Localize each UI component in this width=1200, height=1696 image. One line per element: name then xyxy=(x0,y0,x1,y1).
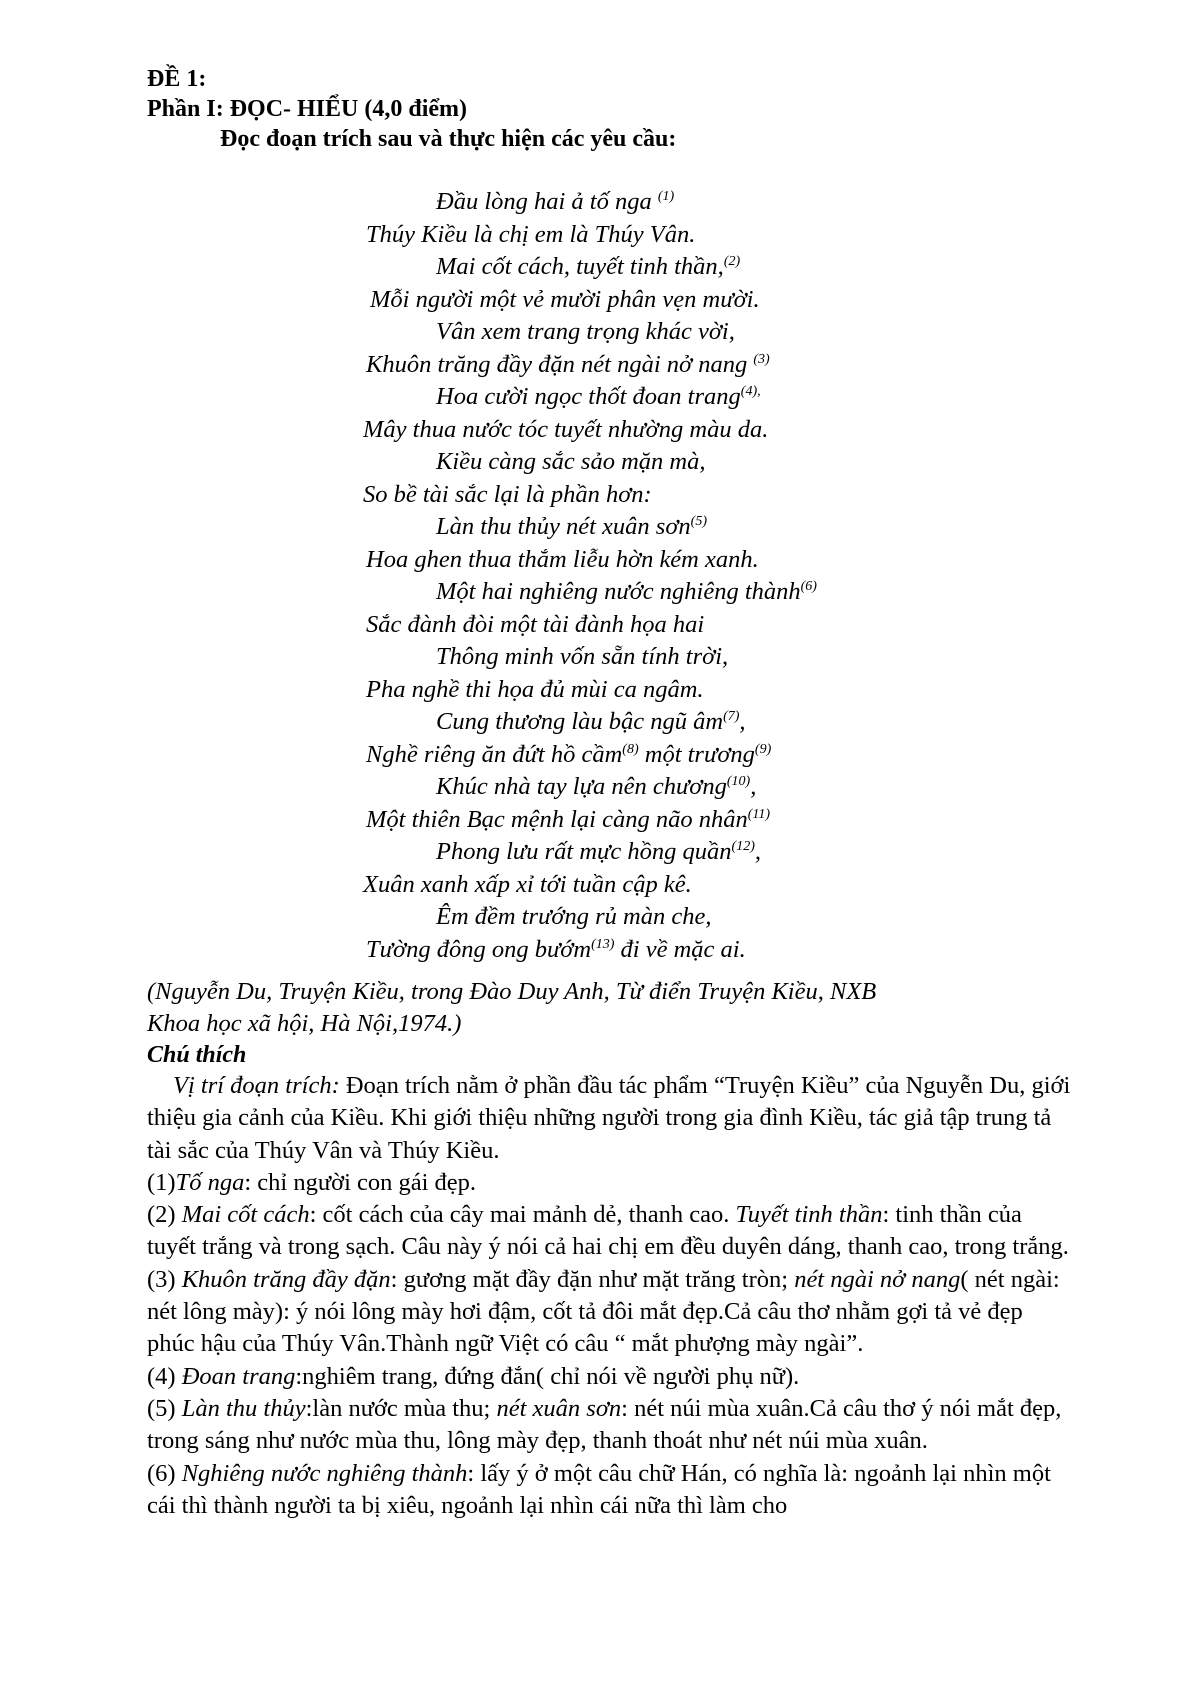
poem-line: Hoa cười ngọc thốt đoan trang$^{(4),}$ xyxy=(436,383,761,410)
poem-line: Mỗi người một vẻ mười phân vẹn mười. xyxy=(370,286,760,313)
poem-line: Êm đềm trướng rủ màn che, xyxy=(436,903,712,930)
source-line: Khoa học xã hội, Hà Nội,1974.) xyxy=(147,1010,462,1037)
poem-line: Kiều càng sắc sảo mặn mà, xyxy=(436,448,706,475)
poem-line: Mai cốt cách, tuyết tinh thần,$^{(2)}$ xyxy=(436,253,741,280)
note-3: (3) Khuôn trăng đầy đặn: gương mặt đầy đặn như mặt trăng tròn; nét ngài nở nang( nét ngài: nét lông mày): ý nói lông mày hơi đậm, cốt tả đôi mắt đẹp.Cả câu thơ nhằm gợi tả vẻ đẹp phúc hậu của Thúy Vân.Thành ngữ Việt có câu “ mắt phượng mày ngài”. xyxy=(147,1265,1060,1358)
note-2: (2) Mai cốt cách: cốt cách của cây mai mảnh dẻ, thanh cao. Tuyết tinh thần: tinh thần của tuyết trắng và trong sạch. Câu này ý nói cả hai chị em đều duyên dáng, thanh cao, trong trắng. xyxy=(147,1201,1069,1261)
poem-line: So bề tài sắc lại là phần hơn: xyxy=(363,481,652,508)
poem-line: Nghề riêng ăn đứt hồ cầm$^{(8)}$ một trương$^{(9)}$ xyxy=(366,741,772,768)
poem-line: Sắc đành đòi một tài đành họa hai xyxy=(366,611,705,638)
section-title: Phần I: ĐỌC- HIỂU (4,0 điểm) xyxy=(147,96,468,122)
poem-line: Vân xem trang trọng khác vời, xyxy=(436,318,735,345)
poem-line: Hoa ghen thua thắm liễu hờn kém xanh. xyxy=(366,546,759,573)
poem-line: Thúy Kiều là chị em là Thúy Vân. xyxy=(366,221,696,248)
poem-line: Một hai nghiêng nước nghiêng thành$^{(6)}$ xyxy=(436,578,817,605)
poem-line: Pha nghề thi họa đủ mùi ca ngâm. xyxy=(366,676,704,703)
instruction: Đọc đoạn trích sau và thực hiện các yêu cầu: xyxy=(220,126,677,152)
poem-line: Một thiên Bạc mệnh lại càng não nhân$^{(11)}$ xyxy=(366,806,771,833)
poem-line: Phong lưu rất mực hồng quần$^{(12)}$, xyxy=(436,838,761,865)
note-6: (6) Nghiêng nước nghiêng thành: lấy ý ở một câu chữ Hán, có nghĩa là: ngoảnh lại nhìn một cái thì thành người ta bị xiêu, ngoảnh lại nhìn cái nữa thì làm cho xyxy=(147,1459,1051,1519)
poem-line: Tường đông ong bướm$^{(13)}$ đi về mặc ai. xyxy=(366,936,746,963)
note-5: (5) Làn thu thủy:làn nước mùa thu; nét xuân sơn: nét núi mùa xuân.Cả câu thơ ý nói mắt đẹp, trong sáng như nước mùa thu, lông mày đẹp, thanh thoát như nét núi mùa xuân. xyxy=(147,1394,1062,1455)
poem-line: Thông minh vốn sẵn tính trời, xyxy=(436,643,729,670)
poem-line: Làn thu thủy nét xuân sơn$^{(5)}$ xyxy=(436,513,707,540)
poem-line: Khúc nhà tay lựa nên chương$^{(10)}$, xyxy=(436,773,757,800)
poem-line: Xuân xanh xấp xỉ tới tuần cập kê. xyxy=(363,871,692,898)
note-1: (1)Tố nga: chỉ người con gái đẹp. xyxy=(147,1168,477,1196)
exam-title: ĐỀ 1: xyxy=(147,66,207,92)
poem-line: Khuôn trăng đầy đặn nét ngài nở nang $^{(3)}$ xyxy=(366,351,770,378)
source-citation xyxy=(147,976,1047,1040)
notes-body xyxy=(147,1070,1072,1522)
poem-line: Mây thua nước tóc tuyết nhường màu da. xyxy=(363,416,769,443)
poem-line: Đầu lòng hai ả tố nga $^{(1)}$ xyxy=(436,188,675,215)
source-line: (Nguyễn Du, Truyện Kiều, trong Đào Duy Anh, Từ điển Truyện Kiều, NXB xyxy=(147,978,877,1005)
note-position: Vị trí đoạn trích: Đoạn trích nằm ở phần đầu tác phẩm “Truyện Kiều” của Nguyễn Du, giới thiệu gia cảnh của Kiều. Khi giới thiệu những người trong gia đình Kiều, tác giả tập trung tả tài sắc của Thúy Vân và Thúy Kiều. xyxy=(147,1072,1071,1164)
notes-heading: Chú thích xyxy=(147,1042,247,1068)
poem-line: Cung thương làu bậc ngũ $âm^{(7)}$, xyxy=(436,708,746,735)
note-4: (4) Đoan trang:nghiêm trang, đứng đắn( chỉ nói về người phụ nữ). xyxy=(147,1362,800,1390)
